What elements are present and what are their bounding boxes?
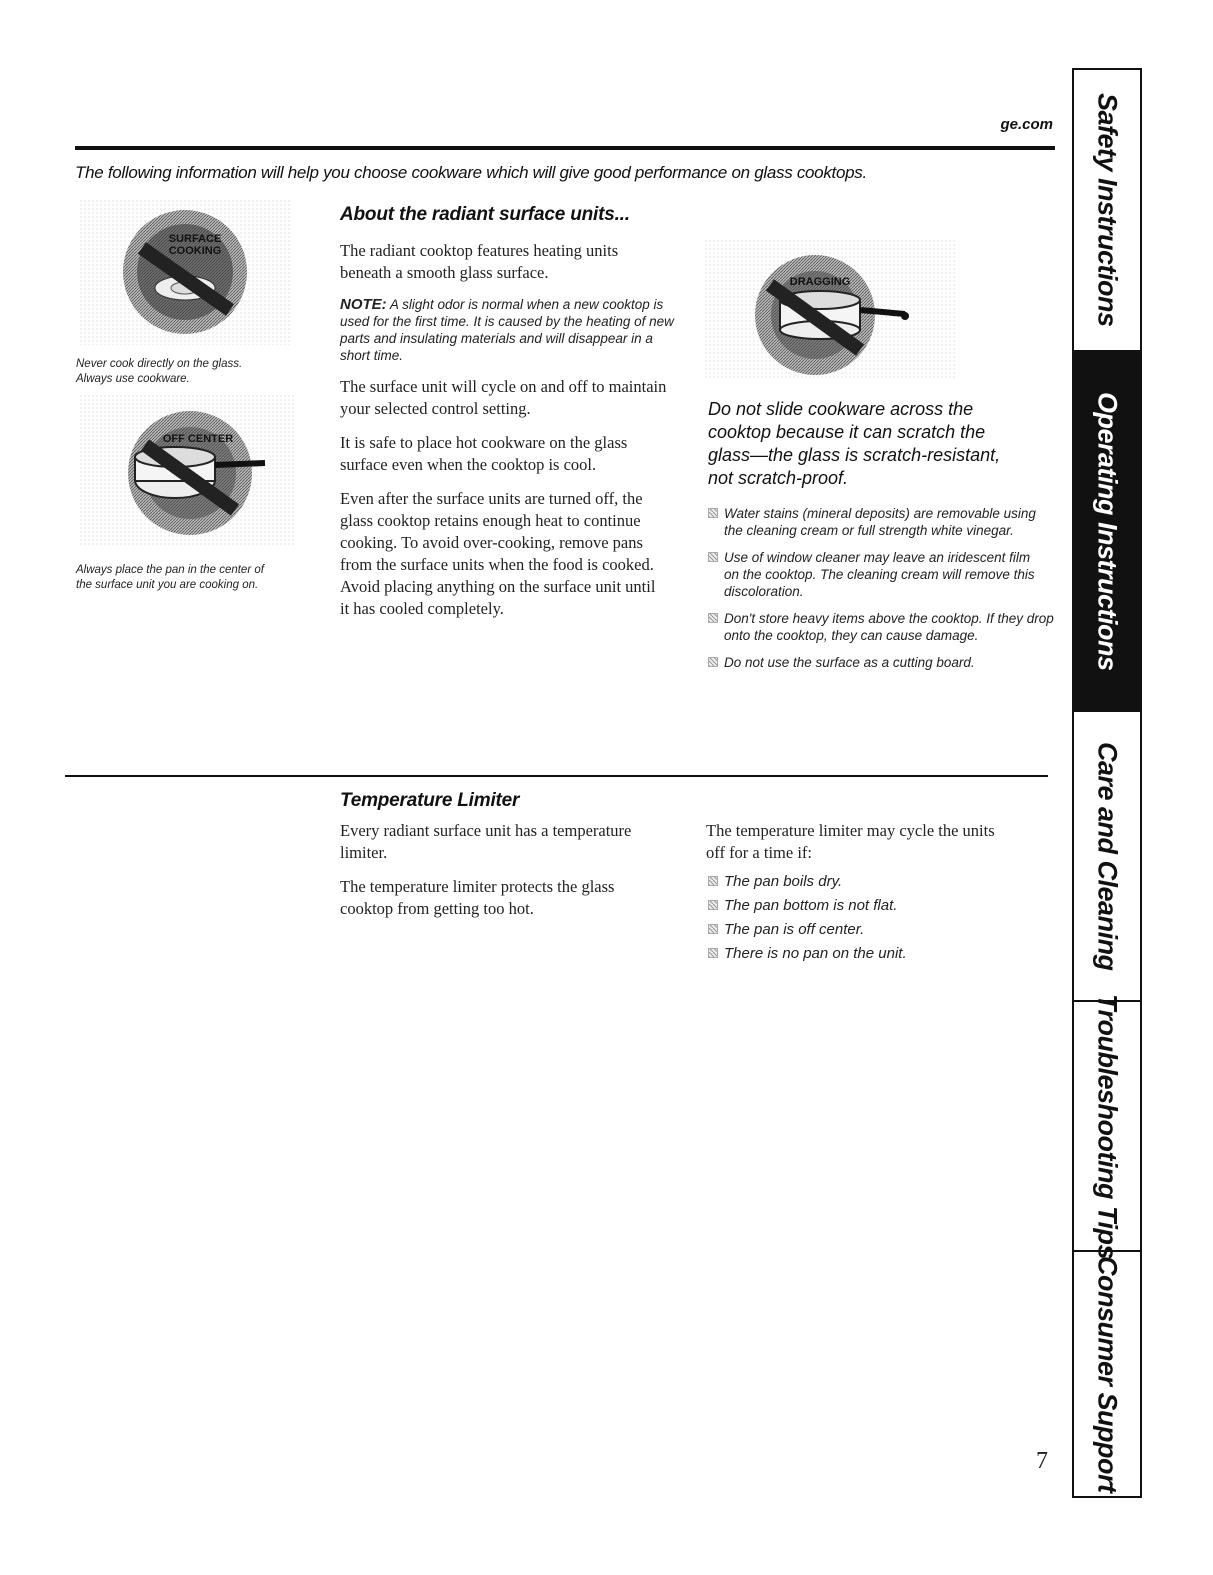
bullet-icon xyxy=(708,657,718,667)
tab-operating-instructions[interactable] xyxy=(1074,352,1140,712)
section-divider xyxy=(65,775,1048,777)
bullet-icon xyxy=(708,876,718,886)
radiant-paragraph-1: The radiant cooktop features heating units beneath a smooth glass surface. xyxy=(340,241,619,282)
radiant-paragraph-2: The surface unit will cycle on and off to maintain your selected control setting. xyxy=(340,377,667,418)
list-item xyxy=(706,897,1006,914)
tab-label: Care and Cleaning xyxy=(1092,741,1123,971)
limiter-intro-text: The temperature limiter may cycle the units off for a time if: xyxy=(706,821,995,862)
caption-line: the surface unit you are cooking on. xyxy=(76,579,259,591)
bullet-icon xyxy=(708,924,718,934)
tab-troubleshooting-tips[interactable] xyxy=(1074,993,1140,1259)
tab-label: Operating Instructions xyxy=(1092,391,1123,671)
dragging-label: DRAGGING xyxy=(789,276,851,288)
dragging-illustration xyxy=(705,240,955,380)
list-item xyxy=(706,873,1006,890)
off-center-label: OFF CENTER xyxy=(162,433,234,445)
surface-cooking-illustration xyxy=(80,200,290,345)
site-name: ge.com xyxy=(1000,116,1053,133)
bullet-icon xyxy=(708,552,718,562)
list-item xyxy=(706,921,1006,938)
list-item xyxy=(706,549,1044,600)
bullet-text: Use of window cleaner may leave an iridescent film on the cooktop. The cleaning cream will remove this discoloration. xyxy=(724,550,1035,599)
tab-label: Troubleshooting Tips xyxy=(1092,993,1123,1259)
list-item xyxy=(706,610,1054,644)
limiter-body xyxy=(340,820,640,932)
note-block xyxy=(340,296,680,364)
bullet-icon xyxy=(708,948,718,958)
bullet-text: Do not use the surface as a cutting board. xyxy=(724,655,975,670)
caption-never-cook xyxy=(76,357,316,387)
limiter-section-title: Temperature Limiter xyxy=(340,790,520,811)
tab-care-and-cleaning[interactable] xyxy=(1074,712,1140,1002)
tab-consumer-support[interactable] xyxy=(1074,1252,1140,1496)
tab-label: Safety Instructions xyxy=(1092,93,1123,327)
radiant-paragraph-4: Even after the surface units are turned off, the glass cooktop retains enough heat to continue cooking. To avoid over-cooking, remove pans from the surface units when the food is cooked. Avoid placing anything on the surface unit until it has cooled completely. xyxy=(340,489,656,618)
bullet-text: The pan is off center. xyxy=(724,921,865,938)
intro-text: The following information will help you choose cookware which will give good performance on glass cooktops. xyxy=(75,163,867,182)
section-tabs xyxy=(1072,68,1142,1498)
bullet-icon xyxy=(708,900,718,910)
note-text: A slight odor is normal when a new cooktop is used for the first time. It is caused by the heating of new parts and insulating materials and will disappear in a short time. xyxy=(340,297,674,363)
surface-cooking-label-1: SURFACE xyxy=(168,233,222,245)
care-bullet-list xyxy=(706,505,1054,681)
bullet-text: Water stains (mineral deposits) are removable using the cleaning cream or full strength white vinegar. xyxy=(724,506,1036,538)
list-item xyxy=(706,945,1006,962)
note-label: NOTE: xyxy=(340,296,387,313)
page-number: 7 xyxy=(1036,1448,1048,1474)
limiter-right-intro xyxy=(706,820,996,876)
bullet-text: The pan bottom is not flat. xyxy=(724,897,898,914)
dragging-warning: Do not slide cookware across the cooktop because it can scratch the glass—the glass is scratch-resistant, not scratch-proof. xyxy=(708,399,1001,488)
radiant-section-title: About the radiant surface units... xyxy=(340,204,630,225)
radiant-section-body xyxy=(340,240,680,632)
tab-label: Consumer Support xyxy=(1092,1255,1123,1493)
list-item xyxy=(706,505,1051,539)
list-item xyxy=(706,654,1051,671)
radiant-paragraph-3: It is safe to place hot cookware on the glass surface even when the cooktop is cool. xyxy=(340,433,628,474)
limiter-paragraph-1: Every radiant surface unit has a temperature limiter. xyxy=(340,821,632,862)
limiter-paragraph-2: The temperature limiter protects the glass cooktop from getting too hot. xyxy=(340,877,615,918)
bullet-text: There is no pan on the unit. xyxy=(724,945,907,962)
header-rule xyxy=(75,146,1055,150)
surface-cooking-label-2: COOKING xyxy=(168,245,222,257)
caption-line: Always place the pan in the center of xyxy=(76,564,264,576)
caption-line: Always use cookware. xyxy=(76,373,190,385)
bullet-text: Don't store heavy items above the cooktop. If they drop onto the cooktop, they can cause damage. xyxy=(724,611,1054,643)
bullet-icon xyxy=(708,508,718,518)
limiter-bullet-list xyxy=(706,873,1006,969)
off-center-illustration xyxy=(80,395,295,545)
caption-line: Never cook directly on the glass. xyxy=(76,358,243,370)
bullet-text: The pan boils dry. xyxy=(724,873,843,890)
tab-safety-instructions[interactable] xyxy=(1074,70,1140,352)
bullet-icon xyxy=(708,613,718,623)
caption-center-pan xyxy=(76,563,321,593)
